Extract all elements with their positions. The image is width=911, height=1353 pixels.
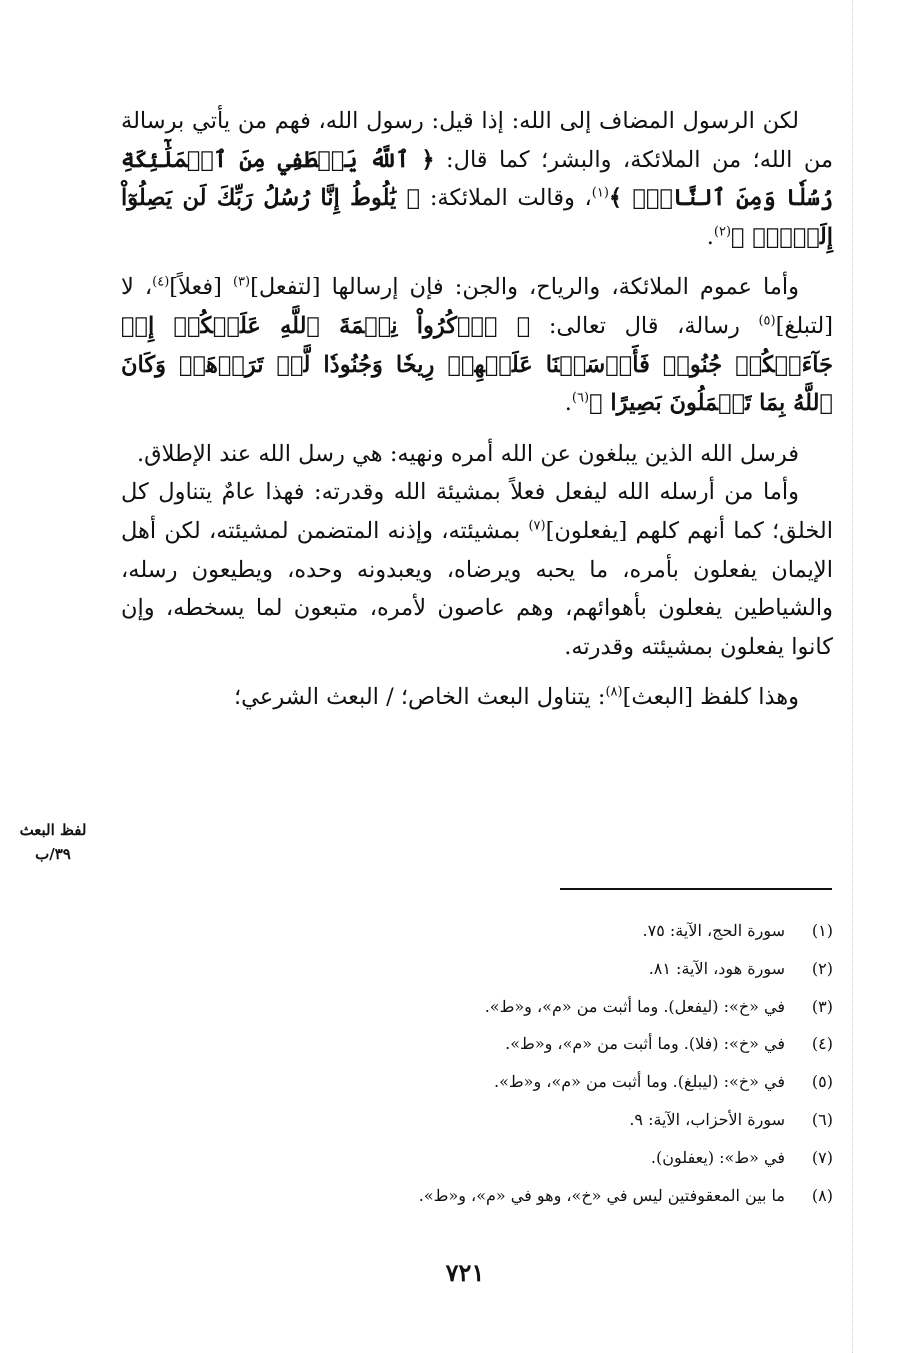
paragraph-4 [121, 473, 833, 666]
page-number: ٧٢١ [445, 1258, 485, 1287]
footnote-separator [560, 888, 832, 890]
footnote-text: سورة الحج، الآية: ٧٥. [642, 921, 785, 940]
footnote-marker: (٨) [605, 684, 623, 700]
footnote-number: (٢) [811, 958, 833, 978]
footnote-text: في «خ»: (ليفعل). وما أثبت من «م»، و«ط». [484, 996, 785, 1016]
footnote-marker: (٧) [528, 518, 546, 534]
paragraph-1 [121, 102, 833, 256]
footnote-marker: (٤) [152, 274, 170, 290]
margin-note [18, 818, 88, 866]
footnote-text: سورة هود، الآية: ٨١. [648, 958, 785, 978]
paragraph-5 [121, 678, 833, 717]
footnote-number: (٤) [811, 1034, 833, 1054]
paragraph-text: : يتناول البعث الخاص؛ / البعث الشرعي؛ [234, 684, 606, 711]
footnote-marker: (١) [591, 185, 609, 201]
footnote-number: (٦) [811, 1109, 833, 1129]
paragraph-3: فرسل الله الذين يبلغون عن الله أمره ونهيه: هي رسل الله عند الإطلاق. [137, 440, 799, 467]
paragraph-text: . [564, 390, 572, 417]
footnote-text: سورة الأحزاب، الآية: ٩. [629, 1109, 785, 1129]
margin-note-title: لفظ البعث [19, 821, 87, 839]
footnote-text: في «خ»: (فلا). وما أثبت من «م»، و«ط». [505, 1034, 785, 1054]
paragraph-text: [فعلاً] [169, 274, 233, 301]
paragraph-text: لكن الرسول المضاف إلى الله: إذا قيل: رسول الله، فهم من يأتي برسالة من الله؛ من الملائكة، والبشر؛ كما قال: [121, 108, 834, 173]
footnote-item [121, 1063, 833, 1101]
manuscript-folio-marker: ٣٩/ب [35, 845, 71, 863]
page-edge-line [852, 0, 853, 1353]
footnote-number: (٧) [811, 1147, 833, 1167]
footnote-number: (٣) [811, 996, 833, 1016]
footnote-text: ما بين المعقوفتين ليس في «خ»، وهو في «م»، و«ط». [418, 1185, 785, 1205]
paragraph-text: وأما عموم الملائكة، والرياح، والجن: فإن إرسالها [لتفعل] [250, 274, 799, 301]
quran-verse: ﴿ يَٰلُوطُ إِنَّا رُسُلُ رَبِّكَ لَن يَصِلُوٓاْ إِلَيۡكَۖ ﴾ [121, 185, 833, 250]
footnote-marker: (٦) [571, 390, 590, 406]
footnote-number: (٨) [811, 1185, 833, 1205]
main-text [121, 102, 833, 717]
footnote-item [121, 1025, 833, 1063]
quran-verse: ﴿ ٱللَّهُ يَصۡطَفِي مِنَ ٱلۡمَلَٰٓئِكَةِ رُسُلٗا وَمِنَ ٱلنَّاسِۚ ﴾ [121, 146, 833, 212]
paragraph-text: ، لا [لتبلغ] [121, 274, 833, 339]
footnote-marker: (٥) [758, 313, 776, 329]
paragraph-text: . [706, 223, 714, 250]
paragraph-text: وأما من أرسله الله ليفعل فعلاً بمشيئة الله وقدرته: فهذا عامٌ يتناول كل الخلق؛ كما أنهم كلهم [يفعلون] [121, 479, 834, 544]
footnote-item [121, 1139, 833, 1177]
footnote-number: (١) [811, 921, 833, 940]
paragraph-text: بمشيئته، وإذنه المتضمن لمشيئته، لكن أهل الإيمان يفعلون بأمره، ما يحبه ويرضاه، ويعبدونه وحده، ويطيعون رسله، والشياطين يفعلون بأهوائهم، وهم عاصون لأمره، متبعون لما يسخطه، وإن كانوا يفعلون بمشيئته وقدرته. [121, 517, 833, 660]
paragraph-2 [121, 268, 833, 422]
footnote-item [121, 988, 833, 1026]
quran-verse: ﴿ ٱذۡكُرُواْ نِعۡمَةَ ٱللَّهِ عَلَيۡكُمۡ إِذۡ جَآءَتۡكُمۡ جُنُودٞ فَأَرۡسَلۡنَا عَلَيۡهِمۡ رِيحٗا وَجُنُودٗا لَّمۡ تَرَوۡهَاۚ وَكَانَ ٱللَّهُ بِمَا تَعۡمَلُونَ بَصِيرًا ﴾ [121, 312, 833, 417]
paragraph-text: ، وقالت الملائكة: [420, 185, 592, 212]
footnote-item [121, 950, 833, 988]
footnote-number: (٥) [811, 1072, 833, 1092]
paragraph-text: وهذا كلفظ [البعث] [622, 684, 799, 711]
footnote-text: في «خ»: (ليبلغ). وما أثبت من «م»، و«ط». [494, 1072, 785, 1092]
paragraph-text: رسالة، قال تعالى: [530, 312, 759, 339]
footnote-item [121, 912, 833, 950]
footnote-marker: (٢) [713, 224, 732, 240]
footnote-item [121, 1177, 833, 1215]
footnote-item [121, 1101, 833, 1139]
footnote-text: في «ط»: (يعفلون). [650, 1147, 785, 1167]
footnote-marker: (٣) [232, 274, 251, 290]
footnotes-list [121, 912, 833, 1214]
